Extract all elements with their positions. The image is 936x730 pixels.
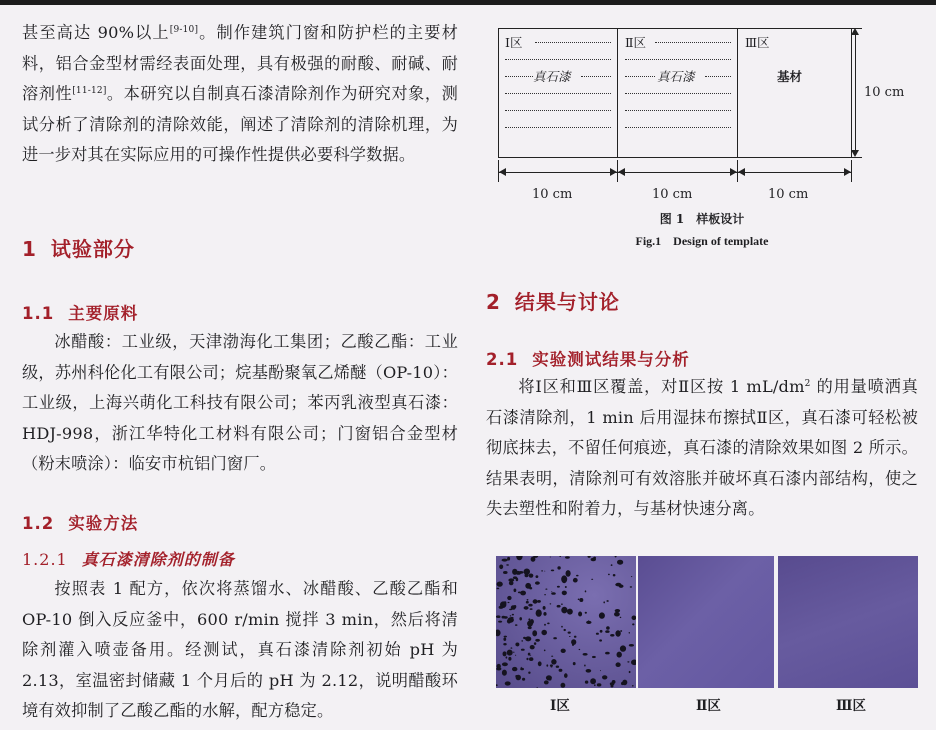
arrow-left-icon (618, 168, 625, 176)
zone-1-dots (535, 42, 611, 43)
zone-divider-2 (737, 29, 738, 157)
section-1-2-1-heading (22, 547, 235, 570)
zone-divider-1 (617, 29, 618, 157)
section-2-1-title: 实验测试结果与分析 (532, 350, 690, 369)
zone-1-dots (505, 93, 611, 94)
citation-9-10: [9-10] (169, 25, 199, 35)
width-label-3: 10 cm (768, 187, 809, 202)
section-1-2-1-title: 真石漆清除剂的制备 (81, 550, 235, 569)
zone-1-dots (505, 59, 611, 60)
citation-11-12: [11-12] (72, 86, 107, 96)
zone-2-dots (625, 127, 731, 128)
materials-paragraph: 冰醋酸：工业级，天津渤海化工集团；乙酸乙酯：工业级，苏州科伦化工有限公司；烷基酚聚氧乙烯醚（OP-10）：工业级，上海兴萌化工科技有限公司；苯丙乳液型真石漆：HDJ-998，浙江华特化工材料有限公司；门窗铝合金型材（粉末喷涂）：临安市杭铝门窗厂。 (22, 332, 458, 473)
zone-2-photo (638, 556, 774, 688)
section-2-1-number: 2.1 (486, 350, 519, 369)
dim-tick (851, 160, 852, 182)
section-1-title: 试验部分 (50, 237, 135, 261)
arrow-down-icon (851, 150, 859, 157)
width-label-2: 10 cm (652, 187, 693, 202)
figure-1-template-design (486, 14, 918, 248)
figure-1-caption-cn: 图 1 样板设计 (659, 212, 745, 226)
section-2-1-heading (486, 346, 690, 370)
section-1-2-number: 1.2 (22, 514, 55, 533)
zone-1-dots (505, 76, 533, 77)
zone-2-dots (625, 76, 655, 77)
section-2-number: 2 (486, 290, 501, 314)
section-2-title: 结果与讨论 (514, 290, 620, 314)
results-paragraph (486, 372, 918, 525)
photo-label-1: Ⅰ区 (550, 698, 570, 714)
speckled-paint-image (496, 556, 636, 688)
unit-superscript: 2 (804, 379, 811, 389)
section-1-1-title: 主要原料 (68, 304, 139, 323)
zone-2-label: Ⅱ区 (625, 35, 646, 50)
section-1-2-1-number: 1.2.1 (22, 550, 68, 569)
zone-3-label: Ⅲ区 (745, 35, 770, 50)
zone-1-label: Ⅰ区 (505, 35, 523, 50)
zone-2-dots (705, 76, 731, 77)
zone-2-dots (655, 42, 731, 43)
section-2-heading (486, 286, 620, 315)
photo-label-3: Ⅲ区 (836, 698, 866, 714)
arrow-right-icon (610, 168, 617, 176)
intro-text-a: 甚至高达 90%以上 (22, 23, 170, 42)
zone-2-paint-label: 真石漆 (657, 69, 695, 84)
intro-text-b: 。制作建筑门窗和防护栏的主要材料，铝合金型材需经表面处理，具有极强的耐酸、耐碱、耐溶剂性 (22, 23, 459, 103)
zone-2-dots (625, 93, 731, 94)
intro-text-c: 。本研究以自制真石漆清除剂作为研究对象，测试分析了清除剂的清除效能，阐述了清除剂的清除机理，为进一步对其在实际应用的可操作性提供必要科学数据。 (22, 84, 458, 164)
results-text-a: 将Ⅰ区和Ⅲ区覆盖，对Ⅱ区按 1 mL/dm (518, 377, 805, 396)
zone-1-dots (505, 127, 611, 128)
template-grid (498, 28, 852, 158)
arrow-up-icon (851, 28, 859, 35)
header-rule (0, 0, 936, 5)
width-label-1: 10 cm (532, 187, 573, 202)
zone-1-photo (496, 556, 636, 688)
substrate-label: 基材 (777, 69, 803, 84)
intro-paragraph (22, 18, 458, 171)
method-paragraph: 按照表 1 配方，依次将蒸馏水、冰醋酸、乙酸乙酯和 OP-10 倒入反应釜中，600 r/min 搅拌 3 min，然后将清除剂灌入喷壶备用。经测试，真石漆清除剂初始 pH 为 2.13，室温密封储藏 1 个月后的 pH 为 2.12，说明醋酸环境有效抑制了乙酸乙酯的水解，配方稳定。 (22, 579, 458, 720)
arrow-right-icon (844, 168, 851, 176)
zone-2-dots (625, 110, 731, 111)
results-text-b: 的用量喷洒真石漆清除剂，1 min 后用湿抹布擦拭Ⅱ区，真石漆可轻松被彻底抹去，不留任何痕迹，真石漆的清除效果如图 2 所示。结果表明，清除剂可有效溶胀并破坏真石漆内部结构，使之失去塑性和附着力，与基材快速分离。 (486, 377, 919, 518)
section-1-2-heading (22, 510, 138, 534)
section-1-number: 1 (22, 237, 37, 261)
height-label: 10 cm (864, 85, 905, 100)
section-1-2-title: 实验方法 (68, 514, 139, 533)
dim-tick-bottom (848, 157, 862, 158)
section-1-heading (22, 233, 135, 262)
arrow-left-icon (738, 168, 745, 176)
zone-1-dots (581, 76, 611, 77)
zone-3-photo (778, 556, 918, 688)
zone-2-dots (625, 59, 731, 60)
figure-1-caption-en: Fig.1 Design of template (635, 234, 769, 248)
zone-1-paint-label: 真石漆 (533, 69, 571, 84)
section-1-1-heading (22, 300, 138, 324)
height-dimension-line (855, 30, 856, 155)
arrow-left-icon (499, 168, 506, 176)
zone-1-dots (505, 110, 611, 111)
width-dimension-line (499, 172, 851, 173)
section-1-1-number: 1.1 (22, 304, 55, 323)
photo-label-2: Ⅱ区 (696, 698, 721, 714)
arrow-right-icon (730, 168, 737, 176)
